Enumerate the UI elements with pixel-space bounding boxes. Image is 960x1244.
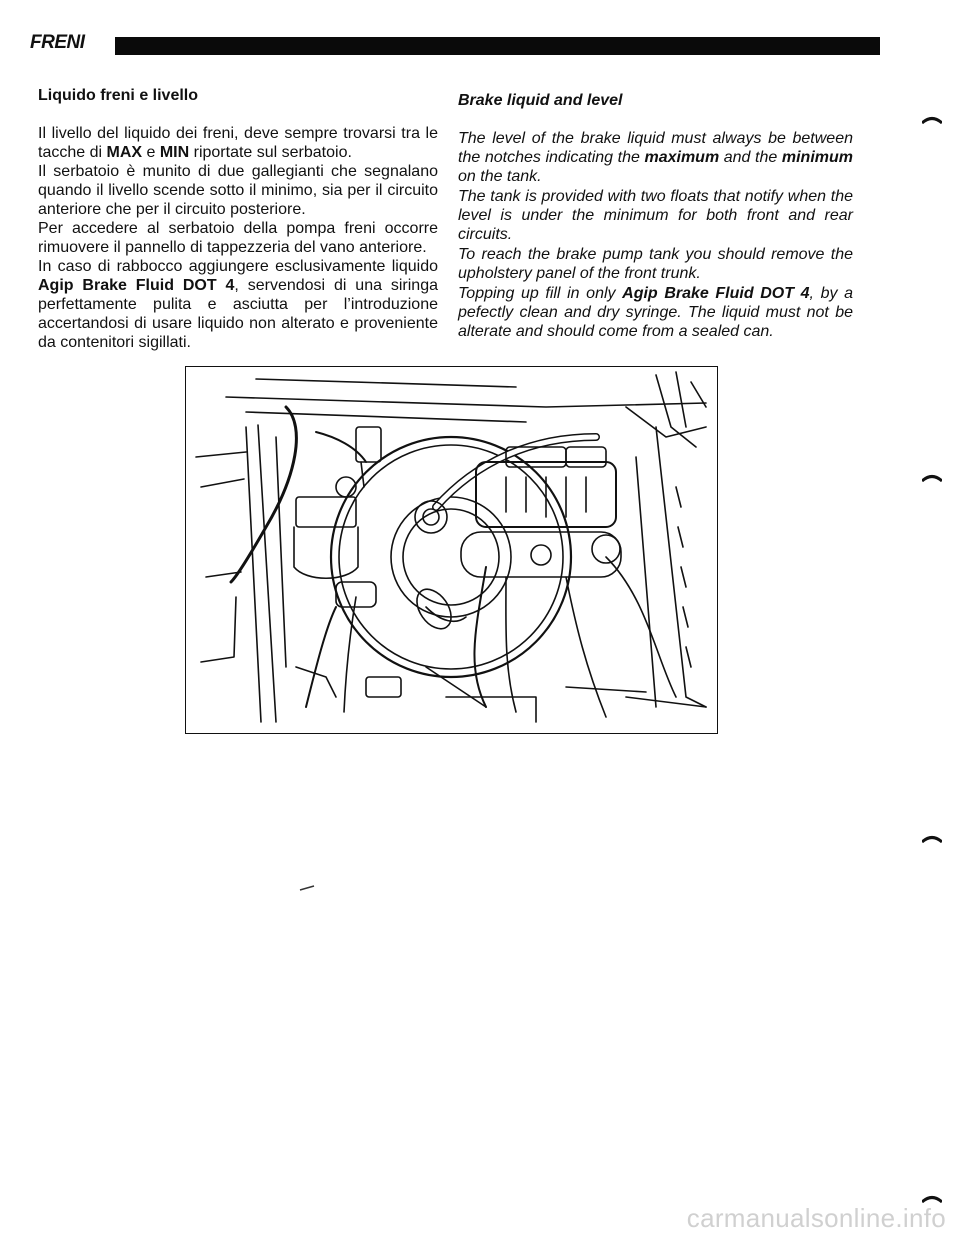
text-run: In caso di rabbocco aggiungere esclusivamente liquido xyxy=(38,258,438,275)
text-run: on the tank. xyxy=(458,168,542,185)
italian-paragraph-1 xyxy=(38,124,438,162)
italian-paragraph-2: Il serbatoio è munito di due gallegianti che segnalano quando il livello scende sotto il minimo, sia per il circuito anteriore che per il circuito posteriore. xyxy=(38,163,438,218)
max-label: MAX xyxy=(106,144,143,161)
margin-mark xyxy=(922,474,942,482)
text-run: riportate sul serbatoio. xyxy=(189,144,352,161)
text-run: e xyxy=(142,144,160,161)
minimum-label: minimum xyxy=(781,149,853,166)
margin-mark xyxy=(922,1195,942,1203)
min-label: MIN xyxy=(159,144,190,161)
text-run: Topping up fill in only xyxy=(458,285,623,302)
engine-bay-drawing xyxy=(186,367,716,732)
italian-text xyxy=(38,124,438,352)
margin-mark xyxy=(922,835,942,843)
english-column xyxy=(458,86,853,341)
brake-reservoir-illustration xyxy=(185,366,718,734)
text-run: and the xyxy=(719,149,782,166)
product-name: Agip Brake Fluid DOT 4 xyxy=(38,277,235,294)
section-title: FRENI xyxy=(30,32,85,53)
text-run: , by a pefectly clean and dry syringe. The liquid must not be alterate and should come from a sealed can. xyxy=(458,285,854,340)
english-text xyxy=(458,129,853,341)
header-bar xyxy=(115,37,880,55)
margin-mark xyxy=(922,116,942,124)
italian-column xyxy=(38,86,438,352)
product-name: Agip Brake Fluid DOT 4 xyxy=(622,285,810,302)
watermark: carmanualsonline.info xyxy=(686,1203,946,1233)
english-paragraph-4 xyxy=(458,284,853,341)
maximum-label: maximum xyxy=(644,149,720,166)
stray-mark xyxy=(298,884,318,892)
english-paragraph-1 xyxy=(458,129,853,186)
italian-heading: Liquido freni e livello xyxy=(38,87,199,104)
text-run: , servendosi di una siringa perfettamente pulita e asciutta per l’introduzione accertandosi di usare liquido non alterato e proveniente da contenitori sigillati. xyxy=(38,277,438,351)
text-run: The level of the brake liquid must always be between the notches indicating the xyxy=(458,130,853,166)
english-paragraph-3: To reach the brake pump tank you should remove the upholstery panel of the front trunk. xyxy=(458,246,853,282)
page-header xyxy=(30,30,850,62)
english-paragraph-2: The tank is provided with two floats that notify when the level is under the minimum for both front and rear circuits. xyxy=(458,188,853,243)
italian-paragraph-3: Per accedere al serbatoio della pompa freni occorre rimuovere il pannello di tappezzeria del vano anteriore. xyxy=(38,220,438,256)
text-run: Il livello del liquido dei freni, deve sempre trovarsi tra le tacche di xyxy=(38,125,438,161)
italian-paragraph-4 xyxy=(38,257,438,352)
english-heading: Brake liquid and level xyxy=(458,92,623,109)
